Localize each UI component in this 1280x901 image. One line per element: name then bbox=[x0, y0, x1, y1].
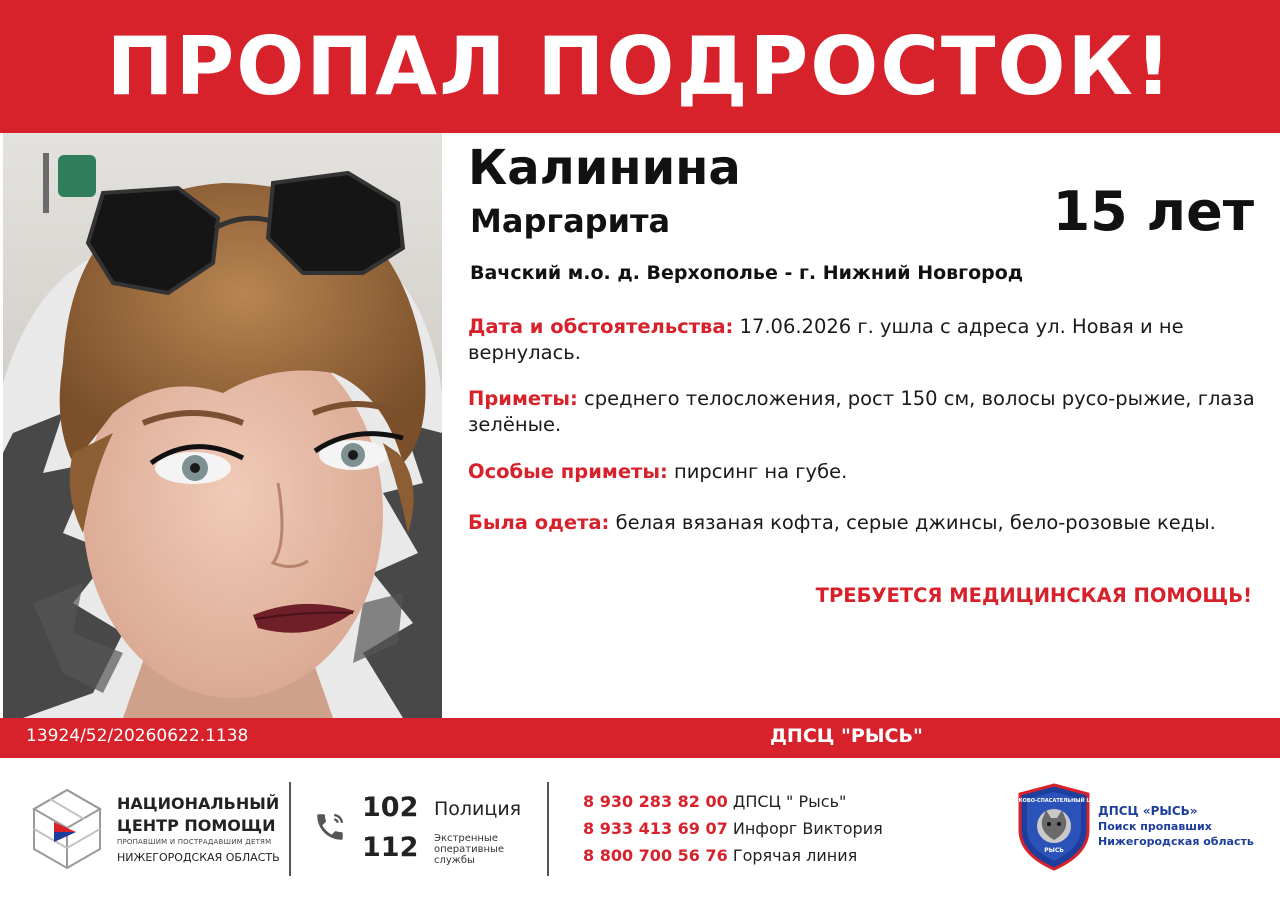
rys-shield-icon bbox=[1002, 782, 1106, 872]
footer-divider bbox=[547, 782, 549, 876]
contact-row bbox=[583, 846, 857, 865]
location: Вачский м.о. д. Верхополье - г. Нижний Новгород bbox=[470, 262, 1024, 284]
detail-text: среднего телосложения, рост 150 см, волосы русо-рыжие, глаза зелёные. bbox=[468, 387, 1255, 436]
ncp-logo-icon bbox=[30, 788, 104, 870]
portrait-image bbox=[3, 133, 442, 718]
ncp-line2: ЦЕНТР ПОМОЩИ bbox=[117, 816, 276, 835]
detail-circumstances bbox=[468, 314, 1258, 366]
age: 15 лет bbox=[1052, 180, 1254, 243]
contact-row bbox=[583, 792, 846, 811]
shield-text: ПОИСКОВО-СПАСАТЕЛЬНЫЙ ЦЕНТР bbox=[1002, 798, 1106, 804]
detail-label: Приметы: bbox=[468, 387, 578, 410]
footer bbox=[0, 758, 1280, 901]
detail-text: пирсинг на губе. bbox=[674, 460, 848, 483]
phone-icon bbox=[313, 810, 347, 844]
medical-notice: ТРЕБУЕТСЯ МЕДИЦИНСКАЯ ПОМОЩЬ! bbox=[815, 584, 1252, 607]
rys-line3: Нижегородская область bbox=[1098, 835, 1254, 848]
first-name: Маргарита bbox=[470, 202, 671, 240]
rys-line2: Поиск пропавших bbox=[1098, 820, 1212, 833]
contact-row bbox=[583, 819, 883, 838]
detail-text: 17.06.2026 г. ушла с адреса ул. Новая и не вернулась. bbox=[468, 315, 1184, 364]
case-id: 13924/52/20260622.1138 bbox=[26, 726, 249, 746]
missing-person-photo bbox=[3, 133, 442, 718]
rys-line1: ДПСЦ «РЫСЬ» bbox=[1098, 804, 1198, 818]
organization-name: ДПСЦ "РЫСЬ" bbox=[770, 725, 923, 747]
last-name: Калинина bbox=[468, 140, 741, 196]
banner-title: ПРОПАЛ ПОДРОСТОК! bbox=[106, 20, 1174, 113]
footer-divider bbox=[289, 782, 291, 876]
contact-number: 8 933 413 69 07 bbox=[583, 819, 728, 838]
contact-number: 8 930 283 82 00 bbox=[583, 792, 728, 811]
info-strip bbox=[0, 718, 1280, 758]
emergency-label: Экстренные оперативные службы bbox=[434, 833, 505, 866]
contact-name: ДПСЦ " Рысь" bbox=[732, 792, 847, 811]
contact-number: 8 800 700 56 76 bbox=[583, 846, 728, 865]
contact-name: Инфорг Виктория bbox=[732, 819, 883, 838]
emergency-number: 112 bbox=[362, 832, 419, 863]
ncp-line4: НИЖЕГОРОДСКАЯ ОБЛАСТЬ bbox=[117, 851, 280, 864]
header-banner bbox=[0, 0, 1280, 133]
detail-label: Была одета: bbox=[468, 511, 610, 534]
detail-label: Дата и обстоятельства: bbox=[468, 315, 734, 338]
detail-features bbox=[468, 386, 1258, 438]
ncp-line1: НАЦИОНАЛЬНЫЙ bbox=[117, 794, 280, 813]
shield-bottom-text: РЫСЬ bbox=[1044, 847, 1064, 854]
contact-name: Горячая линия bbox=[732, 846, 858, 865]
detail-text: белая вязаная кофта, серые джинсы, бело-розовые кеды. bbox=[615, 511, 1216, 534]
detail-clothing bbox=[468, 510, 1258, 536]
police-label: Полиция bbox=[434, 798, 522, 820]
detail-special-features bbox=[468, 459, 1258, 485]
detail-label: Особые приметы: bbox=[468, 460, 668, 483]
ncp-line3: ПРОПАВШИМ И ПОСТРАДАВШИМ ДЕТЯМ bbox=[117, 838, 272, 846]
police-number: 102 bbox=[362, 792, 419, 823]
